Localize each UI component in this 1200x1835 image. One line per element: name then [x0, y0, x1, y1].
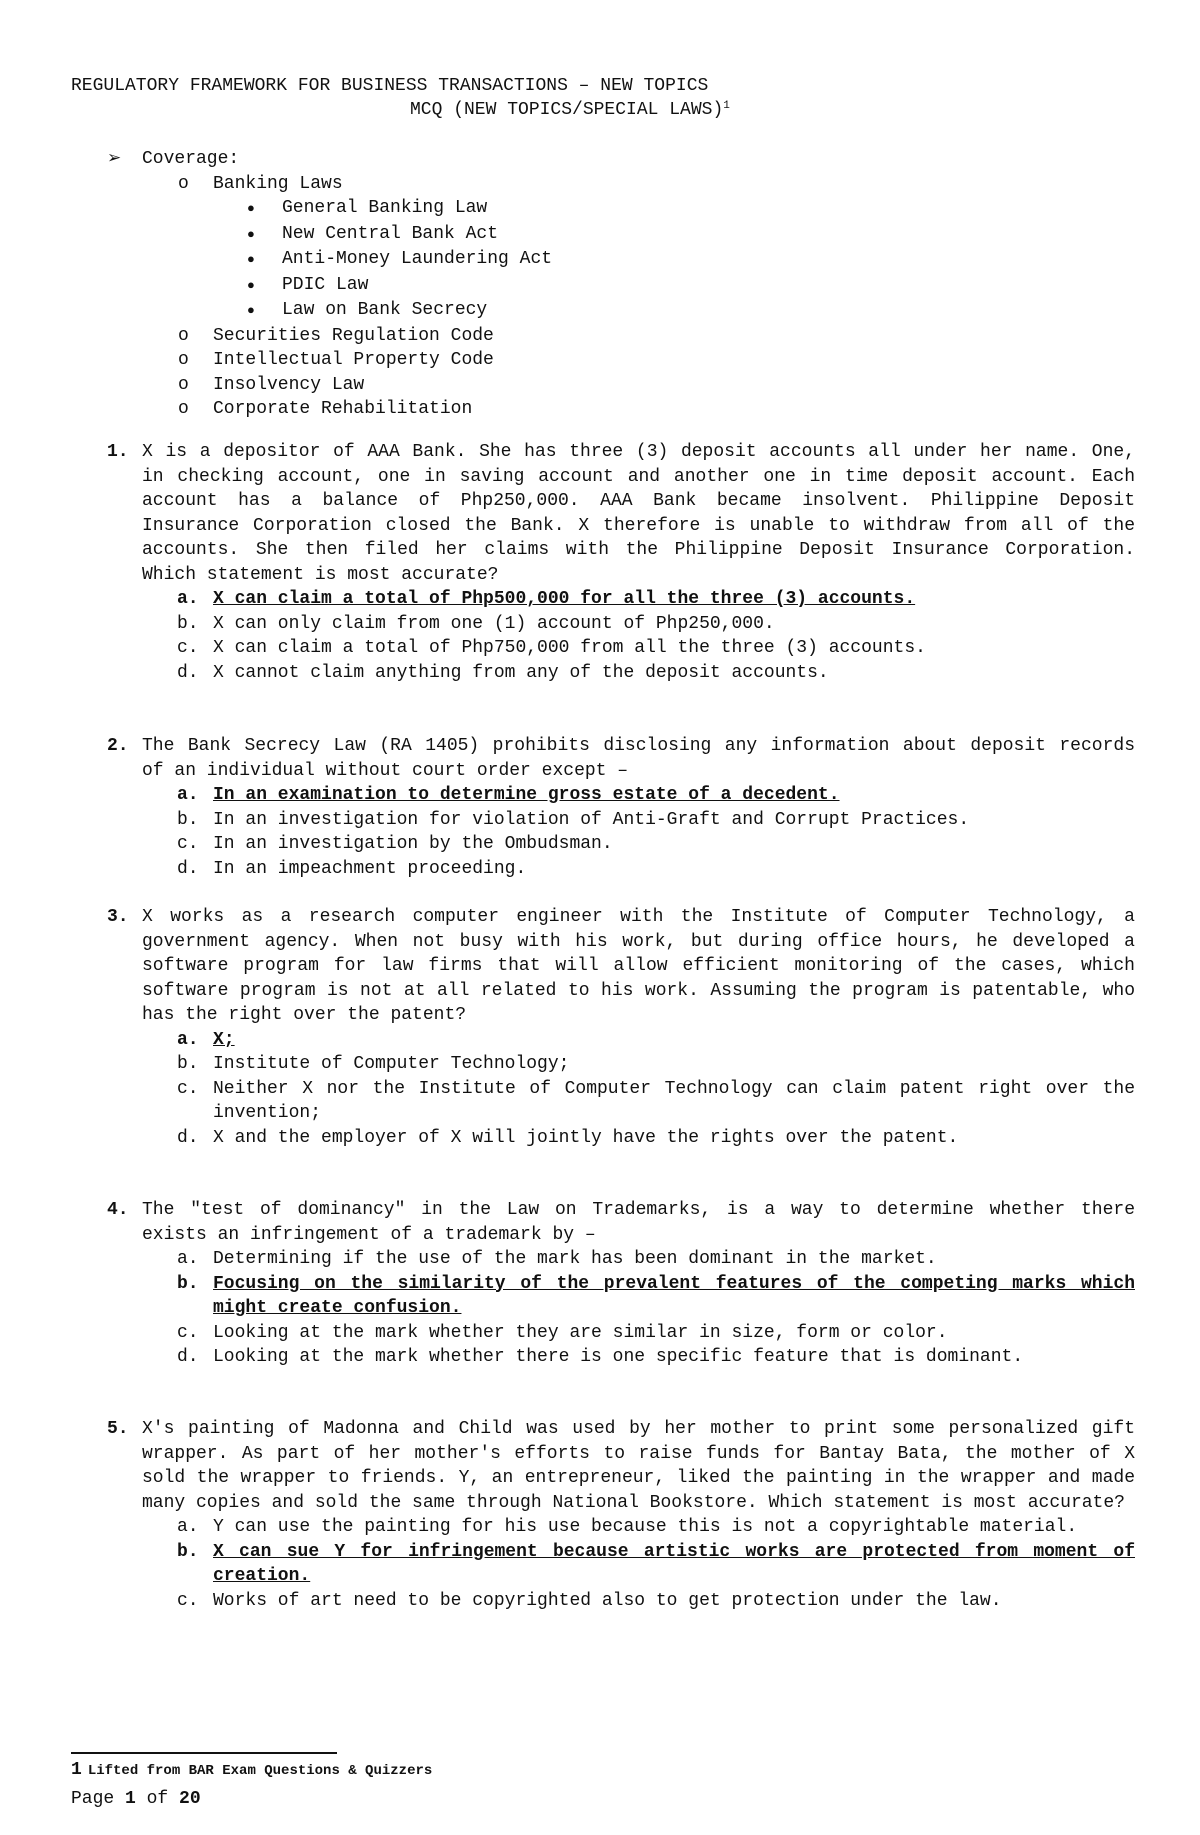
question-2: [107, 734, 1135, 881]
coverage-item-banking: [107, 172, 552, 197]
coverage-item: [107, 348, 552, 373]
dot-bullet-icon: ●: [247, 226, 255, 242]
subtitle-text: MCQ (NEW TOPICS/SPECIAL LAWS): [410, 100, 724, 120]
coverage-item: [107, 373, 552, 398]
question-5: [107, 1417, 1135, 1613]
question-text: The Bank Secrecy Law (RA 1405) prohibits disclosing any information about deposit records of an individual without court order except –: [142, 736, 1135, 781]
choice-text: X can claim a total of Php750,000 from all the three (3) accounts.: [213, 638, 926, 658]
page-prefix: Page: [71, 1789, 126, 1809]
choice-letter: d.: [177, 662, 199, 683]
coverage-item: [107, 397, 552, 422]
choice-text: X can claim a total of Php500,000 for all the three (3) accounts.: [213, 589, 916, 609]
circle-bullet-icon: o: [178, 325, 189, 346]
footnote-ref: 1: [723, 100, 730, 112]
choice-text: In an investigation by the Ombudsman.: [213, 834, 613, 854]
choice-b-correct: [177, 1272, 1135, 1321]
choice-letter: d.: [177, 858, 199, 879]
choice-a: [177, 1247, 1135, 1272]
choice-d: [177, 1345, 1135, 1370]
choice-b: [177, 612, 1135, 637]
choice-letter: b.: [177, 1273, 199, 1294]
page-number: [71, 1789, 201, 1809]
choice-text: Neither X nor the Institute of Computer Technology can claim patent right over the invention;: [213, 1078, 1135, 1123]
choice-letter: c.: [177, 638, 199, 658]
page-middle: of: [135, 1789, 180, 1809]
dot-bullet-icon: ●: [247, 303, 255, 318]
coverage-item-label: Corporate Rehabilitation: [213, 399, 473, 419]
circle-bullet-icon: o: [178, 399, 189, 419]
choice-a: [177, 1515, 1135, 1540]
coverage-label: Coverage:: [142, 149, 240, 169]
choice-d: [177, 1126, 1135, 1151]
question-3: [107, 905, 1135, 1150]
choice-text: Focusing on the similarity of the prevalent features of the competing marks which might create confusion.: [213, 1273, 1135, 1318]
choice-letter: b.: [177, 1541, 199, 1562]
choice-b: [177, 808, 1135, 833]
banking-subitem: [107, 298, 552, 324]
question-text: The "test of dominancy" in the Law on Trademarks, is a way to determine whether there exists an infringement of a trademark by –: [142, 1200, 1135, 1245]
question-number: 4.: [107, 1200, 129, 1220]
choice-a-correct: [177, 783, 1135, 808]
choice-letter: b.: [177, 1054, 199, 1074]
question-text: X is a depositor of AAA Bank. She has three (3) deposit accounts all under her name. One, in checking account, one in saving account and another one in time deposit account. Each account has a balance of Php250,000. AAA Bank became insolvent. Philippine Deposit Insurance Corporation closed the Bank. X therefore is unable to withdraw from all of the accounts. She then filed her claims with the Philippine Deposit Insurance Corporation. Which statement is most accurate?: [142, 442, 1135, 585]
choice-letter: d.: [177, 1127, 199, 1148]
document-subtitle: [410, 98, 730, 122]
question-number: 2.: [107, 736, 129, 756]
choice-b: [177, 1052, 1135, 1077]
dot-bullet-icon: ●: [247, 252, 255, 267]
banking-subitem-label: Law on Bank Secrecy: [282, 300, 488, 320]
choice-text: In an impeachment proceeding.: [213, 858, 527, 879]
choice-text: In an investigation for violation of Anti-Graft and Corrupt Practices.: [213, 809, 970, 830]
banking-subitem: [107, 196, 552, 222]
choice-letter: b.: [177, 613, 199, 634]
banking-subitem: [107, 222, 552, 248]
choice-letter: c.: [177, 834, 199, 854]
banking-subitem: [107, 247, 552, 273]
choice-text: X and the employer of X will jointly have the rights over the patent.: [213, 1127, 959, 1148]
banking-subitem-label: General Banking Law: [282, 198, 488, 218]
coverage-item-label: Banking Laws: [213, 173, 343, 194]
banking-subitem-label: New Central Bank Act: [282, 223, 499, 244]
page-current: 1: [125, 1789, 136, 1809]
choice-letter: a.: [177, 1029, 199, 1050]
coverage-item: [107, 324, 552, 349]
choice-letter: c.: [177, 1078, 199, 1099]
footnote: [71, 1760, 432, 1780]
choice-a-correct: [177, 587, 1135, 612]
question-text: X works as a research computer engineer with the Institute of Computer Technology, a government agency. When not busy with his work, but during office hours, he developed a software program for law firms that will allow efficient monitoring of the cases, which software program is not at all related to his work. Assuming the program is patentable, who has the right over the patent?: [142, 907, 1135, 1025]
circle-bullet-icon: o: [178, 173, 189, 194]
question-number: 3.: [107, 907, 129, 927]
choice-a-correct: [177, 1028, 1135, 1053]
choice-text: X cannot claim anything from any of the deposit accounts.: [213, 662, 829, 683]
choice-c: [177, 1589, 1135, 1614]
choice-c: [177, 1077, 1135, 1126]
banking-subitem-label: Anti-Money Laundering Act: [282, 249, 553, 269]
document-title: REGULATORY FRAMEWORK FOR BUSINESS TRANSACTIONS – NEW TOPICS: [71, 76, 709, 96]
choice-text: X;: [213, 1029, 235, 1050]
question-text: X's painting of Madonna and Child was used by her mother to print some personalized gift wrapper. As part of her mother's efforts to raise funds for Bantay Bata, the mother of X sold the wrapper to friends. Y, an entrepreneur, liked the painting in the wrapper and made many copies and sold the same through National Bookstore. Which statement is most accurate?: [142, 1419, 1135, 1513]
question-4: [107, 1198, 1135, 1370]
choice-c: [177, 832, 1135, 857]
circle-bullet-icon: o: [178, 374, 189, 395]
banking-subitem-label: PDIC Law: [282, 274, 369, 295]
coverage-heading: [107, 146, 552, 172]
choice-text: Determining if the use of the mark has been dominant in the market.: [213, 1249, 937, 1269]
choice-text: In an examination to determine gross estate of a decedent.: [213, 785, 840, 805]
coverage-item-label: Intellectual Property Code: [213, 350, 494, 370]
banking-subitem: [107, 273, 552, 299]
circle-bullet-icon: o: [178, 350, 189, 370]
page-total: 20: [179, 1789, 201, 1809]
footnote-text: Lifted from BAR Exam Questions & Quizzers: [87, 1763, 433, 1779]
choice-d: [177, 857, 1135, 882]
choice-letter: a.: [177, 589, 199, 609]
choice-c: [177, 636, 1135, 661]
choice-letter: a.: [177, 785, 199, 805]
footnote-mark: 1: [71, 1760, 82, 1780]
choice-letter: c.: [177, 1590, 199, 1611]
question-1: [107, 440, 1135, 685]
choice-text: X can sue Y for infringement because artistic works are protected from moment of creation.: [213, 1541, 1135, 1586]
coverage-section: [107, 146, 552, 422]
choice-letter: c.: [177, 1322, 199, 1343]
coverage-item-label: Securities Regulation Code: [213, 325, 494, 346]
choice-text: Looking at the mark whether there is one specific feature that is dominant.: [213, 1347, 1024, 1367]
choice-letter: a.: [177, 1249, 199, 1269]
question-number: 5.: [107, 1419, 129, 1439]
coverage-item-label: Insolvency Law: [213, 374, 365, 395]
choice-letter: a.: [177, 1517, 199, 1537]
choice-d: [177, 661, 1135, 686]
choice-c: [177, 1321, 1135, 1346]
choice-text: X can only claim from one (1) account of Php250,000.: [213, 613, 775, 634]
dot-bullet-icon: ●: [247, 277, 255, 293]
choice-letter: b.: [177, 809, 199, 830]
choice-text: Institute of Computer Technology;: [213, 1054, 570, 1074]
question-number: 1.: [107, 442, 129, 462]
choice-b-correct: [177, 1540, 1135, 1589]
choice-text: Y can use the painting for his use because this is not a copyrightable material.: [213, 1517, 1078, 1537]
choice-text: Works of art need to be copyrighted also to get protection under the law.: [213, 1590, 1002, 1611]
footnote-divider: [71, 1752, 337, 1754]
arrow-bullet-icon: ➢: [107, 148, 122, 168]
choice-letter: d.: [177, 1347, 199, 1367]
choice-text: Looking at the mark whether they are similar in size, form or color.: [213, 1322, 948, 1343]
dot-bullet-icon: ●: [247, 201, 255, 216]
